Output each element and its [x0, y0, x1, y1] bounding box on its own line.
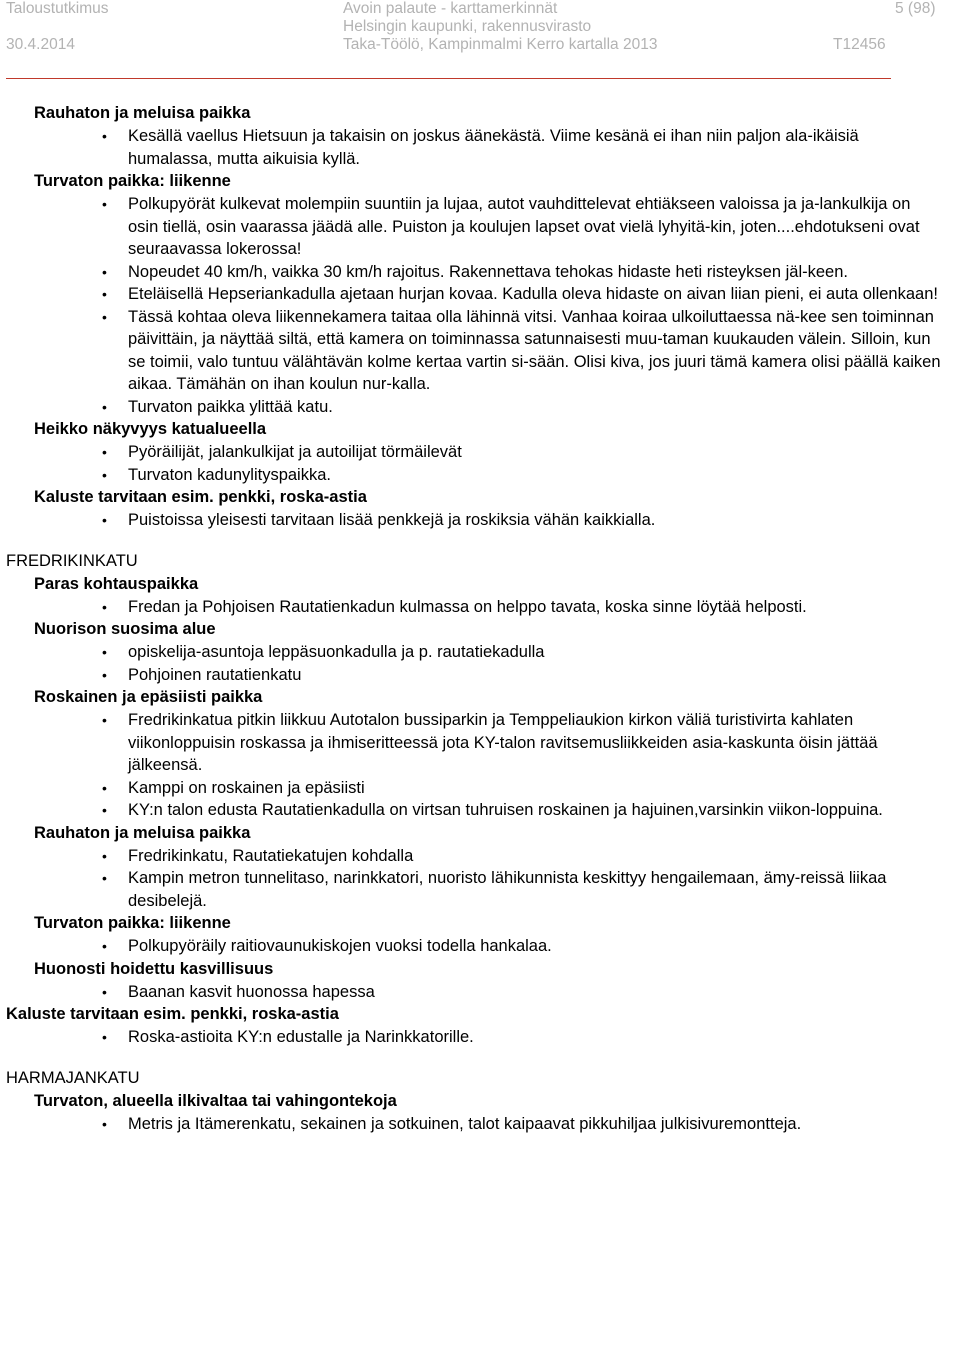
list-item: • Kesällä vaellus Hietsuun ja takaisin on joskus äänekästä. Viime kesänä ei ihan niin paljon ala-ikäisiä humalassa, mutta aikuisia kyllä.: [0, 125, 960, 170]
bullet-list: [0, 1113, 960, 1136]
header-client: Helsingin kaupunki, rakennusvirasto: [343, 18, 592, 35]
street-title: HARMAJANKATU: [6, 1068, 140, 1087]
list-item: • Puistoissa yleisesti tarvitaan lisää penkkejä ja roskiksia vähän kaikkialla.: [0, 509, 960, 532]
list-item: • Metris ja Itämerenkatu, sekainen ja sotkuinen, talot kaipaavat pikkuhiljaa julkisivuremontteja.: [0, 1113, 960, 1136]
header-org: Taloustutkimus: [6, 0, 109, 17]
bullet-list: [0, 935, 960, 958]
page-header: [0, 0, 960, 80]
list-item: • Roska-astioita KY:n edustalle ja Narinkkatorille.: [0, 1026, 960, 1049]
list-item: • Polkupyöräily raitiovaunukiskojen vuoksi todella hankalaa.: [0, 935, 960, 958]
list-item: • Pohjoinen rautatienkatu: [0, 664, 960, 687]
section-heading: Turvaton paikka: liikenne: [34, 914, 231, 932]
list-item: • Kamppi on roskainen ja epäsiisti: [0, 777, 960, 800]
list-item: • Turvaton paikka ylittää katu.: [0, 396, 960, 419]
section-heading: Turvaton, alueella ilkivaltaa tai vahingontekoja: [34, 1091, 397, 1110]
bullet-list: [0, 845, 960, 913]
list-item: • Fredrikinkatu, Rautatiekatujen kohdalla: [0, 845, 960, 868]
section-heading: Kaluste tarvitaan esim. penkki, roska-astia: [6, 1005, 339, 1023]
list-item: • opiskelija-asuntoja leppäsuonkadulla ja p. rautatiekadulla: [0, 641, 960, 664]
section-heading: Rauhaton ja meluisa paikka: [34, 104, 251, 122]
list-item: • Baanan kasvit huonossa hapessa: [0, 981, 960, 1004]
section-heading: Huonosti hoidettu kasvillisuus: [34, 959, 274, 978]
header-report: Avoin palaute - karttamerkinnät: [343, 0, 558, 17]
bullet-list: [0, 641, 960, 686]
list-item: • Polkupyörät kulkevat molempiin suuntiin ja lujaa, autot vauhdittelevat ehtiäkseen valoissa ja ja-lankulkija on osin tiellä, osin vaarassa jäädä alle. Puiston ja koulujen lapset ovat vielä lyhyitä-kin, joten....ehdotukseni ovat seuraavassa lokerossa!: [0, 193, 960, 261]
header-divider: [6, 78, 891, 79]
section-heading: Kaluste tarvitaan esim. penkki, roska-astia: [34, 488, 367, 506]
bullet-list: [0, 193, 960, 418]
section-heading: Rauhaton ja meluisa paikka: [34, 823, 251, 842]
bullet-list: [0, 1026, 960, 1049]
section-heading: Heikko näkyvyys katualueella: [34, 420, 267, 438]
header-page: 5 (98): [895, 0, 936, 17]
document-body: [0, 102, 960, 1135]
section-heading: Nuorison suosima alue: [34, 620, 216, 638]
bullet-list: [0, 509, 960, 532]
header-date: 30.4.2014: [6, 36, 75, 53]
header-code: T12456: [833, 36, 886, 53]
header-area: Taka-Töölö, Kampinmalmi Kerro kartalla 2013: [343, 36, 658, 53]
list-item: • Pyöräilijät, jalankulkijat ja autoilijat törmäilevät: [0, 441, 960, 464]
section-heading: Roskainen ja epäsiisti paikka: [34, 688, 263, 706]
bullet-list: [0, 441, 960, 486]
list-item: • Fredan ja Pohjoisen Rautatienkadun kulmassa on helppo tavata, koska sinne löytää helposti.: [0, 596, 960, 619]
bullet-list: [0, 125, 960, 170]
bullet-list: [0, 709, 960, 822]
section-heading: Turvaton paikka: liikenne: [34, 172, 231, 190]
list-item: • Turvaton kadunylityspaikka.: [0, 464, 960, 487]
bullet-list: [0, 596, 960, 619]
list-item: • Kampin metron tunnelitaso, narinkkatori, nuoristo lähikunnista keskittyy hengailemaan, ämy-reissä liikaa desibelejä.: [0, 867, 960, 912]
section-heading: Paras kohtauspaikka: [34, 574, 199, 593]
bullet-list: [0, 981, 960, 1004]
list-item: • Nopeudet 40 km/h, vaikka 30 km/h rajoitus. Rakennettava tehokas hidaste heti risteyksen jäl-keen.: [0, 261, 960, 284]
list-item: • Tässä kohtaa oleva liikennekamera taitaa olla lähinnä vitsi. Vanhaa koiraa ulkoiluttaessa nä-kee sen toiminnan päivittäin, ja näyttää siltä, että kamera on toiminnassa satunnaisesti muu-taman kuukauden välein. Silloin, kun se toimii, valo tuntuu välähtävän kolme kertaa vartin si-sään. Olisi kiva, jos juuri tämä kamera olisi päällä kaiken aikaa. Tämähän on ihan koulun nur-kalla.: [0, 306, 960, 396]
list-item: • Eteläisellä Hepseriankadulla ajetaan hurjan kovaa. Kadulla oleva hidaste on aivan liian pieni, ei auta ollenkaan!: [0, 283, 960, 306]
street-title: FREDRIKINKATU: [6, 551, 138, 570]
list-item: • Fredrikinkatua pitkin liikkuu Autotalon bussiparkin ja Temppeliaukion kirkon väliä turistivirta kahlaten viikonloppuisin roskassa ja ihmiseritteessä jota KY-talon ravitsemusliikkeiden asia-kaskunta öisin jättää jälkeensä.: [0, 709, 960, 777]
list-item: • KY:n talon edusta Rautatienkadulla on virtsan tuhruisen roskainen ja hajuinen,varsinkin viikon-loppuina.: [0, 799, 960, 822]
